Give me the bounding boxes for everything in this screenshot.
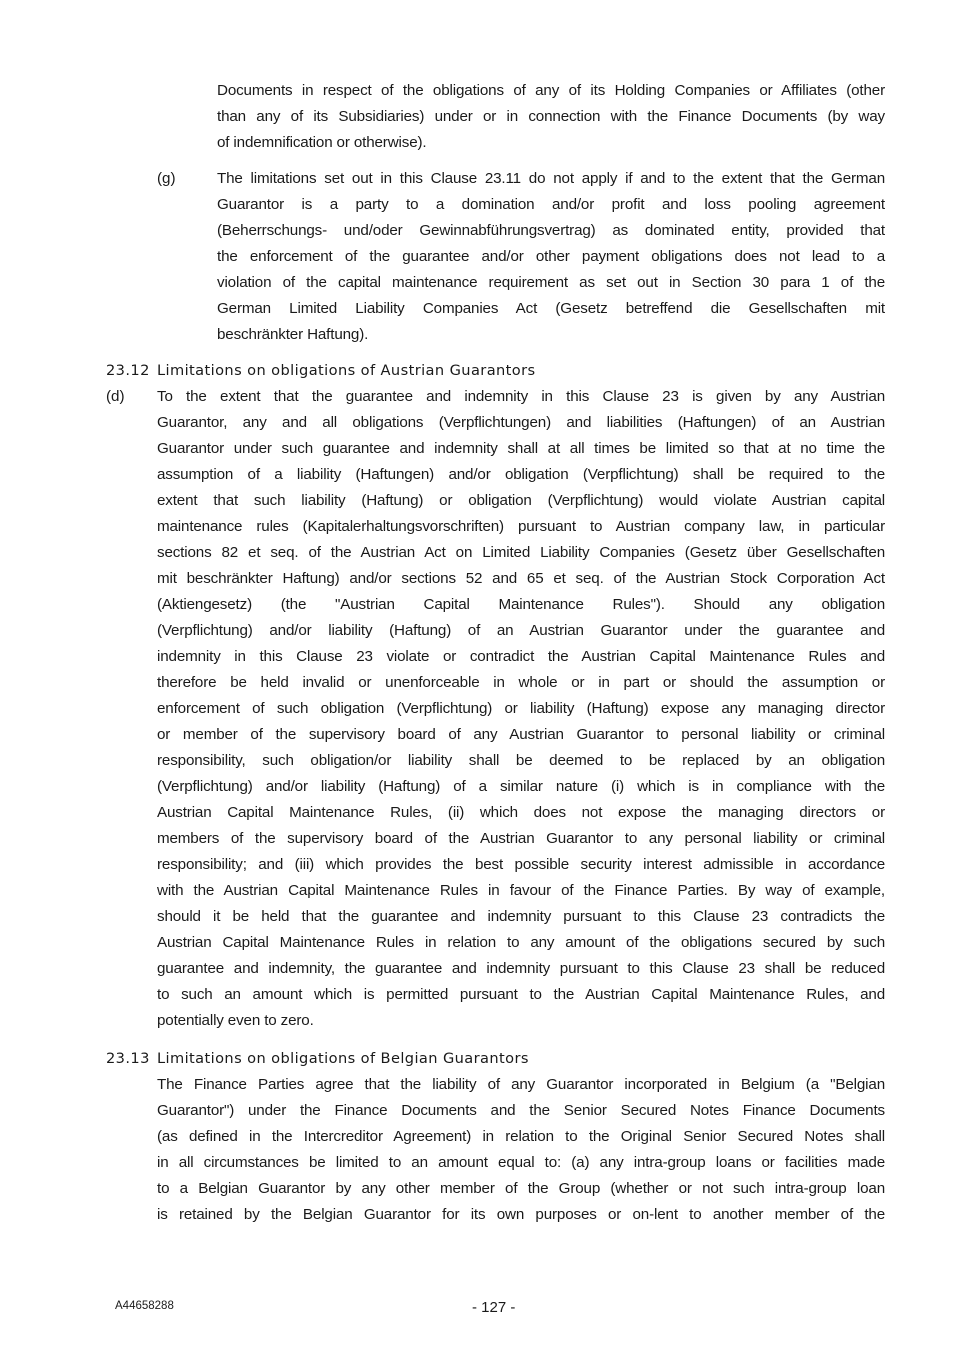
text-line: responsibility; and (iii) which provides the best possible security interest admissible in accordance: [157, 856, 885, 873]
section-title: Limitations on obligations of Belgian Guarantors: [157, 1050, 529, 1067]
text-line: potentially even to zero.: [157, 1012, 314, 1029]
text-line: Guarantor is a party to a domination and/or profit and loss pooling agreement: [217, 196, 885, 213]
text-line: in all circumstances be limited to an amount equal to: (a) any intra-group loans or facilities made: [157, 1154, 885, 1171]
text-line: therefore be held invalid or unenforceable in whole or in part or should the assumption or: [157, 674, 885, 691]
text-line: indemnity in this Clause 23 violate or contradict the Austrian Capital Maintenance Rules and: [157, 648, 885, 665]
text-line: maintenance rules (Kapitalerhaltungsvorschriften) pursuant to Austrian company law, in particular: [157, 518, 885, 535]
text-line: of indemnification or otherwise).: [217, 134, 427, 151]
text-line: Documents in respect of the obligations of any of its Holding Companies or Affiliates (other: [217, 82, 885, 99]
text-line: to a Belgian Guarantor by any other member of the Group (whether or not such intra-group loan: [157, 1180, 885, 1197]
document-reference: A44658288: [115, 1300, 174, 1312]
text-line: The Finance Parties agree that the liability of any Guarantor incorporated in Belgium (a "Belgian: [157, 1076, 885, 1093]
text-line: violation of the capital maintenance requirement as set out in Section 30 para 1 of the: [217, 274, 885, 291]
page-number: - 127 -: [472, 1299, 516, 1316]
text-line: responsibility, such obligation/or liability shall be deemed to be replaced by an obligation: [157, 752, 885, 769]
text-line: should it be held that the guarantee and indemnity pursuant to this Clause 23 contradicts the: [157, 908, 885, 925]
text-line: is retained by the Belgian Guarantor for its own purposes or on-lent to another member of the: [157, 1206, 885, 1223]
text-line: extent that such liability (Haftung) or obligation (Verpflichtung) would violate Austrian capital: [157, 492, 885, 509]
section-title: Limitations on obligations of Austrian Guarantors: [157, 362, 536, 379]
text-line: than any of its Subsidiaries) under or in connection with the Finance Documents (by way: [217, 108, 885, 125]
text-line: The limitations set out in this Clause 23.11 do not apply if and to the extent that the German: [217, 170, 885, 187]
text-line: Austrian Capital Maintenance Rules, (ii) which does not expose the managing directors or: [157, 804, 885, 821]
text-line: (Verpflichtung) and/or liability (Haftung) of an Austrian Guarantor under the guarantee and: [157, 622, 885, 639]
text-line: sections 82 et seq. of the Austrian Act on Limited Liability Companies (Gesetz über Gesellschaften: [157, 544, 885, 561]
text-line: beschränkter Haftung).: [217, 326, 369, 343]
text-line: German Limited Liability Companies Act (Gesetz betreffend die Gesellschaften mit: [217, 300, 885, 317]
text-line: with the Austrian Capital Maintenance Rules in favour of the Finance Parties. By way of example,: [157, 882, 885, 899]
text-line: (Beherrschungs- und/oder Gewinnabführungsvertrag) as dominated entity, provided that: [217, 222, 885, 239]
text-line: (Verpflichtung) and/or liability (Haftung) of a similar nature (i) which is in compliance with the: [157, 778, 885, 795]
text-line: enforcement of such obligation (Verpflichtung) or liability (Haftung) expose any managing director: [157, 700, 885, 717]
text-line: mit beschränkter Haftung) and/or sections 52 and 65 et seq. of the Austrian Stock Corporation Act: [157, 570, 885, 587]
text-line: Guarantor, any and all obligations (Verpflichtungen) and liabilities (Haftungen) of an Austrian: [157, 414, 885, 431]
text-line: Austrian Capital Maintenance Rules in relation to any amount of the obligations secured by such: [157, 934, 885, 951]
text-line: Guarantor under such guarantee and indemnity shall at all times be limited so that at no time the: [157, 440, 885, 457]
section-number: 23.12: [106, 362, 150, 379]
text-line: (Aktiengesetz) (the "Austrian Capital Maintenance Rules"). Should any obligation: [157, 596, 885, 613]
text-line: guarantee and indemnity, the guarantee and indemnity pursuant to this Clause 23 shall be reduced: [157, 960, 885, 977]
text-line: (as defined in the Intercreditor Agreement) in relation to the Original Senior Secured Notes shall: [157, 1128, 885, 1145]
clause-marker: (d): [106, 388, 125, 405]
text-line: or member of the supervisory board of any Austrian Guarantor to personal liability or criminal: [157, 726, 885, 743]
clause-marker: (g): [157, 170, 176, 187]
section-number: 23.13: [106, 1050, 150, 1067]
text-line: the enforcement of the guarantee and/or other payment obligations does not lead to a: [217, 248, 885, 265]
text-line: to such an amount which is permitted pursuant to the Austrian Capital Maintenance Rules, and: [157, 986, 885, 1003]
text-line: Guarantor") under the Finance Documents and the Senior Secured Notes Finance Documents: [157, 1102, 885, 1119]
text-line: members of the supervisory board of the Austrian Guarantor to any personal liability or criminal: [157, 830, 885, 847]
text-line: assumption of a liability (Haftungen) and/or obligation (Verpflichtung) shall be required to the: [157, 466, 885, 483]
text-line: To the extent that the guarantee and indemnity in this Clause 23 is given by any Austrian: [157, 388, 885, 405]
